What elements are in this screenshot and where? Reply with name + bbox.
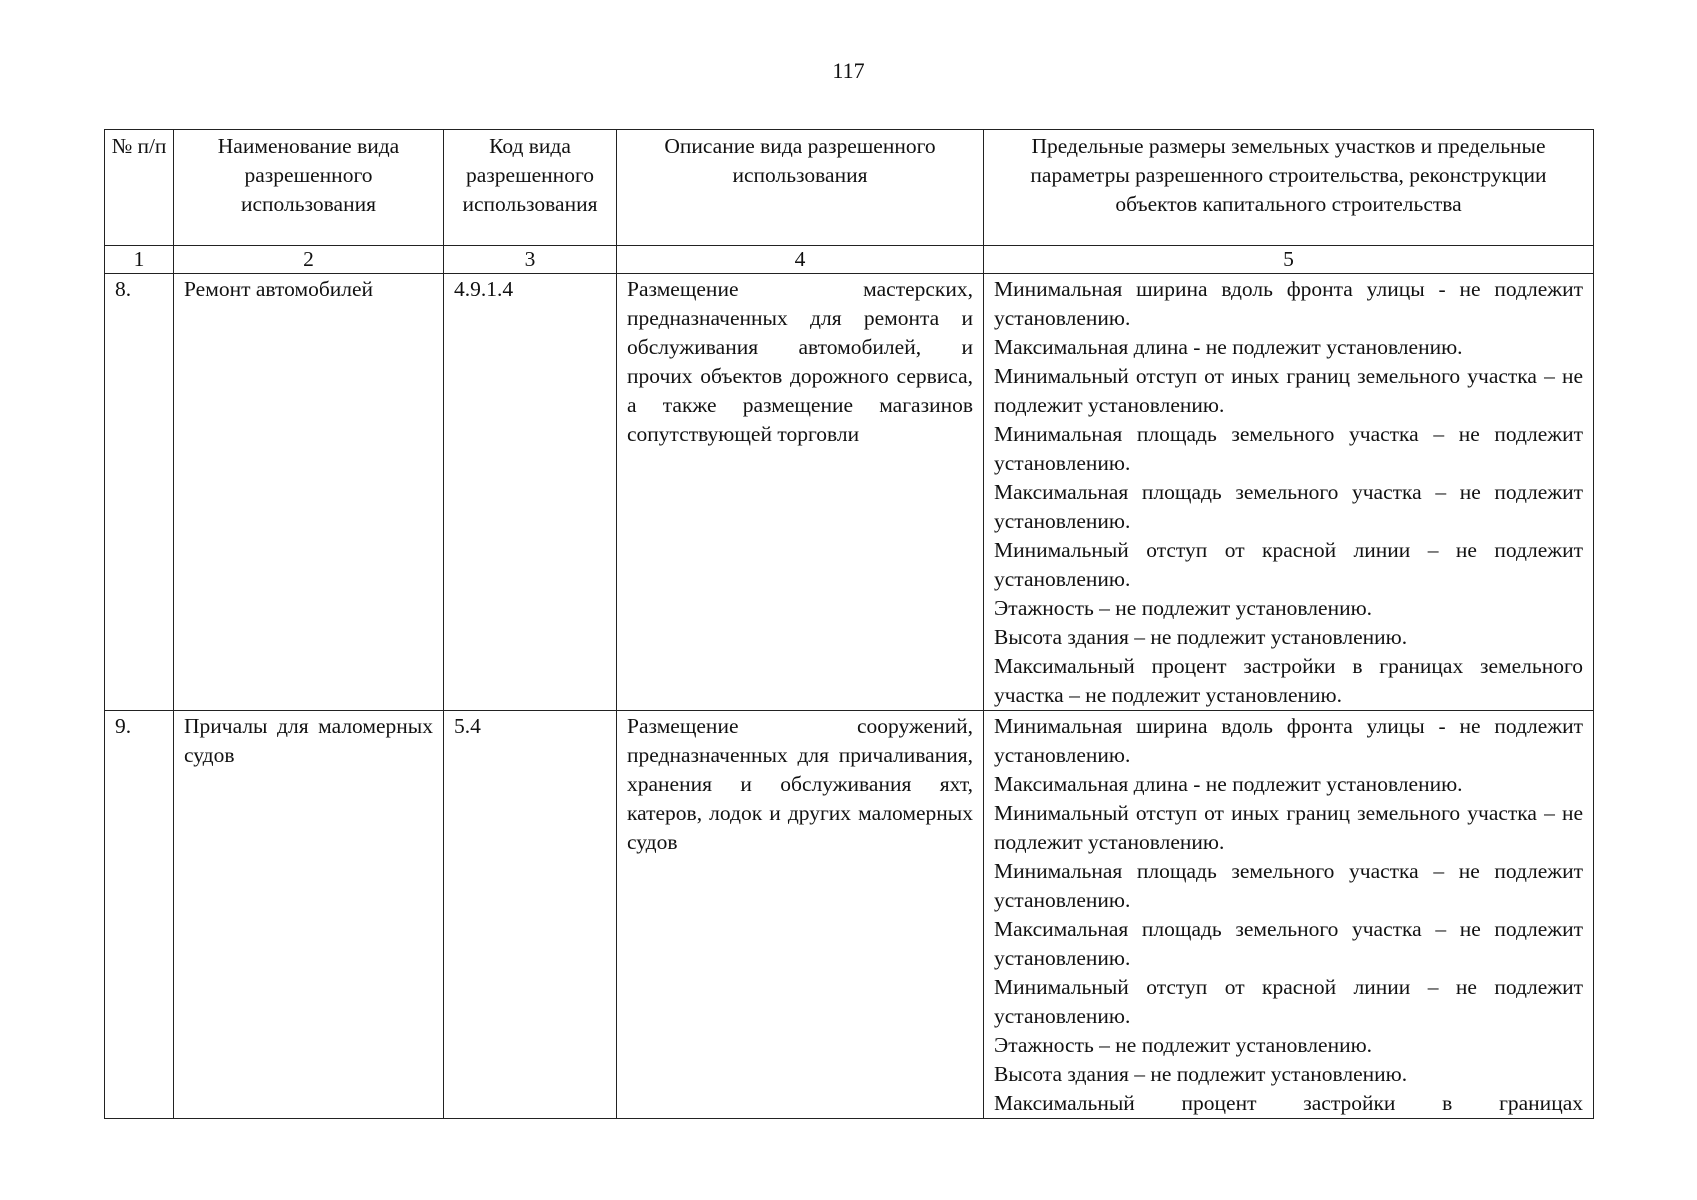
param-line: Минимальный отступ от красной линии – не подлежит установлению. (994, 975, 1583, 1028)
page-number: 117 (832, 58, 865, 83)
header-code: Код вида разрешенного использования (444, 130, 617, 246)
row-params (984, 274, 1594, 711)
param-line: Минимальная ширина вдоль фронта улицы - не подлежит установлению. (994, 714, 1583, 767)
column-number: 5 (984, 246, 1594, 274)
param-line: Этажность – не подлежит установлению. (994, 596, 1373, 620)
param-line: Высота здания – не подлежит установлению. (994, 1062, 1408, 1086)
row-code: 4.9.1.4 (444, 274, 617, 711)
row-name: Причалы для маломерных судов (174, 711, 444, 1119)
header-description: Описание вида разрешенного использования (617, 130, 984, 246)
param-line: Высота здания – не подлежит установлению. (994, 625, 1408, 649)
row-code: 5.4 (444, 711, 617, 1119)
param-line: Максимальная площадь земельного участка – не подлежит установлению. (994, 480, 1583, 533)
param-line: Минимальная площадь земельного участка – не подлежит установлению. (994, 422, 1583, 475)
param-line: Максимальная длина - не подлежит установлению. (994, 772, 1463, 796)
row-name: Ремонт автомобилей (174, 274, 444, 711)
land-use-table (104, 129, 1594, 1119)
column-number: 1 (105, 246, 174, 274)
row-params (984, 711, 1594, 1119)
row-index: 8. (105, 274, 174, 711)
param-line: Минимальный отступ от иных границ земельного участка – не подлежит установлению. (994, 364, 1583, 417)
column-number: 2 (174, 246, 444, 274)
param-line: Максимальная длина - не подлежит установлению. (994, 335, 1463, 359)
row-description: Размещение мастерских, предназначенных для ремонта и обслуживания автомобилей, и прочих объектов дорожного сервиса, а также размещение магазинов сопутствующей торговли (617, 274, 984, 711)
param-line: Минимальный отступ от иных границ земельного участка – не подлежит установлению. (994, 801, 1583, 854)
param-line: Максимальный процент застройки в границах (994, 1091, 1583, 1115)
param-line: Максимальный процент застройки в границах земельного участка – не подлежит установлению. (994, 654, 1583, 707)
header-name: Наименование вида разрешенного использования (174, 130, 444, 246)
row-description: Размещение сооружений, предназначенных для причаливания, хранения и обслуживания яхт, катеров, лодок и других маломерных судов (617, 711, 984, 1119)
row-index: 9. (105, 711, 174, 1119)
header-index: № п/п (105, 130, 174, 246)
header-params: Предельные размеры земельных участков и предельные параметры разрешенного строительства, реконструкции объектов капитального строительства (984, 130, 1594, 246)
table-row (105, 711, 1594, 1119)
param-line: Минимальная площадь земельного участка – не подлежит установлению. (994, 859, 1583, 912)
param-line: Этажность – не подлежит установлению. (994, 1033, 1373, 1057)
column-number: 3 (444, 246, 617, 274)
param-line: Минимальный отступ от красной линии – не подлежит установлению. (994, 538, 1583, 591)
param-line: Минимальная ширина вдоль фронта улицы - не подлежит установлению. (994, 277, 1583, 330)
column-number-row (105, 246, 1594, 274)
table-row (105, 274, 1594, 711)
column-number: 4 (617, 246, 984, 274)
param-line: Максимальная площадь земельного участка – не подлежит установлению. (994, 917, 1583, 970)
table-header-row (105, 130, 1594, 246)
